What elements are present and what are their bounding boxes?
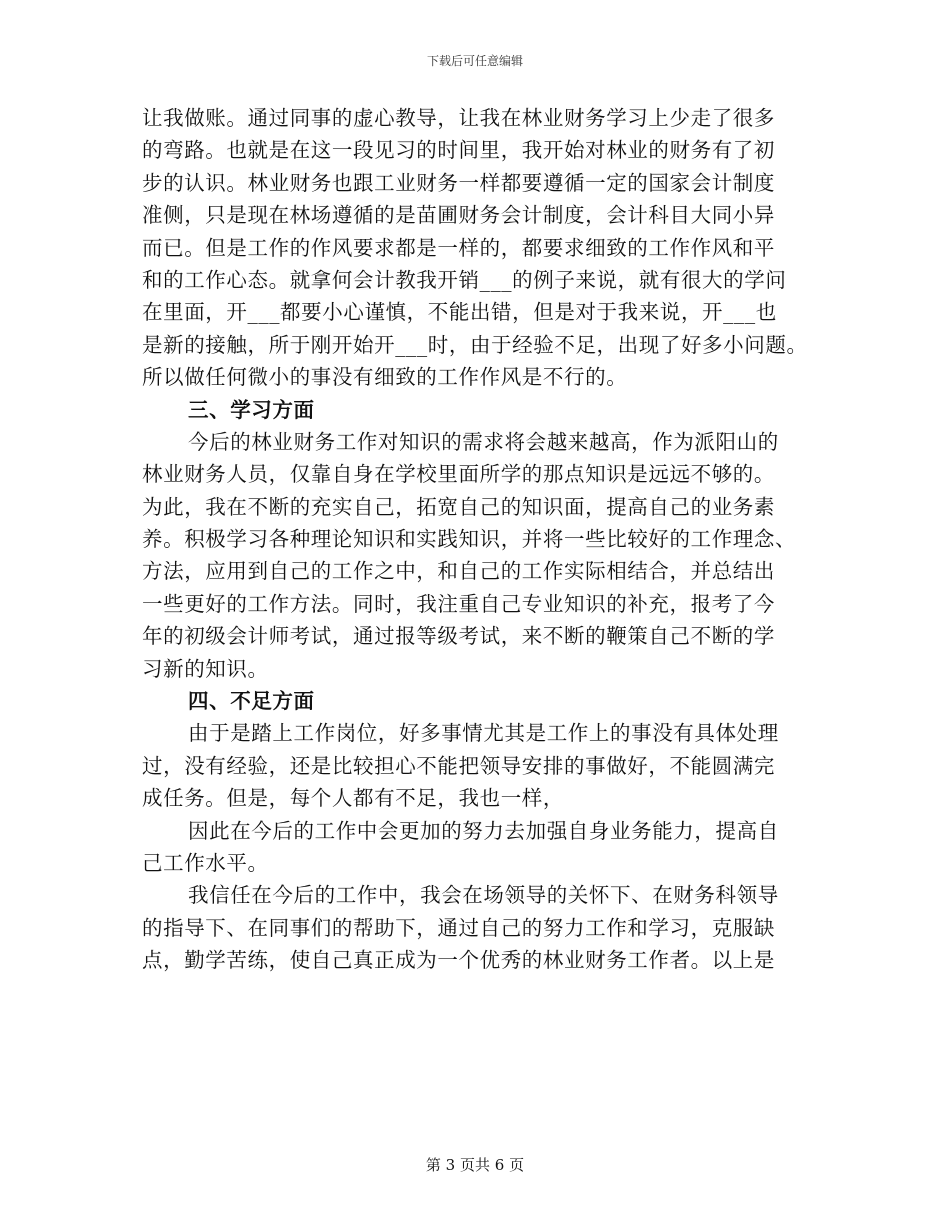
text-line: 而已。但是工作的作风要求都是一样的，都要求细致的工作作风和平	[142, 235, 775, 260]
text-line: 所以做任何微小的事没有细致的工作作风是不行的。	[142, 365, 628, 390]
text-line: 的指导下、在同事们的帮助下，通过自己的努力工作和学习，克服缺	[142, 915, 775, 940]
text-line: 和的工作心态。就拿何会计教我开销___的例子来说，就有很大的学问	[142, 267, 787, 292]
text-line: 我信任在今后的工作中，我会在场领导的关怀下、在财务科领导	[188, 883, 779, 908]
text-line: 今后的林业财务工作对知识的需求将会越来越高，作为派阳山的	[188, 429, 779, 454]
text-line: 一些更好的工作方法。同时，我注重自己专业知识的补充，报考了今	[142, 591, 775, 616]
text-line: 在里面，开___都要小心谨慎，不能出错，但是对于我来说，开___也	[142, 300, 777, 325]
page-footer: 第 3 页共 6 页	[425, 1156, 525, 1174]
text-line: 习新的知识。	[142, 656, 269, 681]
text-line: 由于是踏上工作岗位，好多事情尤其是工作上的事没有具体处理	[188, 721, 779, 746]
text-line: 让我做账。通过同事的虚心教导，让我在林业财务学习上少走了很多	[142, 106, 775, 130]
text-line: 年的初级会计师考试，通过报等级考试，来不断的鞭策自己不断的学	[142, 624, 775, 649]
text-line: 林业财务人员，仅靠自身在学校里面所学的那点知识是远远不够的。	[142, 462, 775, 487]
text-line: 为此，我在不断的充实自己，拓宽自己的知识面，提高自己的业务素	[142, 494, 775, 519]
text-line: 的弯路。也就是在这一段见习的时间里，我开始对林业的财务有了初	[142, 138, 775, 163]
text-line: 是新的接触，所于刚开始开___时，由于经验不足，出现了好多小问题。	[142, 332, 808, 357]
text-line: 己工作水平。	[142, 850, 269, 875]
text-line: 因此在今后的工作中会更加的努力去加强自身业务能力，提高自	[188, 818, 779, 843]
text-line: 养。积极学习各种理论知识和实践知识，并将一些比较好的工作理念、	[142, 527, 797, 552]
text-line: 步的认识。林业财务也跟工业财务一样都要遵循一定的国家会计制度	[142, 170, 775, 195]
text-line: 方法，应用到自己的工作之中，和自己的工作实际相结合，并总结出	[142, 559, 775, 584]
page-header: 下载后可任意编辑	[426, 54, 523, 68]
text-line: 成任务。但是，每个人都有不足，我也一样，	[142, 786, 564, 811]
document-body	[142, 102, 822, 977]
text-line: 准侧，只是现在林场遵循的是苗圃财务会计制度，会计科目大同小异	[142, 203, 775, 228]
text-line: 过，没有经验，还是比较担心不能把领导安排的事做好，不能圆满完	[142, 753, 775, 778]
text-line: 点，勤学苦练，使自己真正成为一个优秀的林业财务工作者。以上是	[142, 948, 775, 973]
section-heading: 四、不足方面	[188, 689, 315, 714]
section-heading: 三、学习方面	[188, 397, 315, 422]
